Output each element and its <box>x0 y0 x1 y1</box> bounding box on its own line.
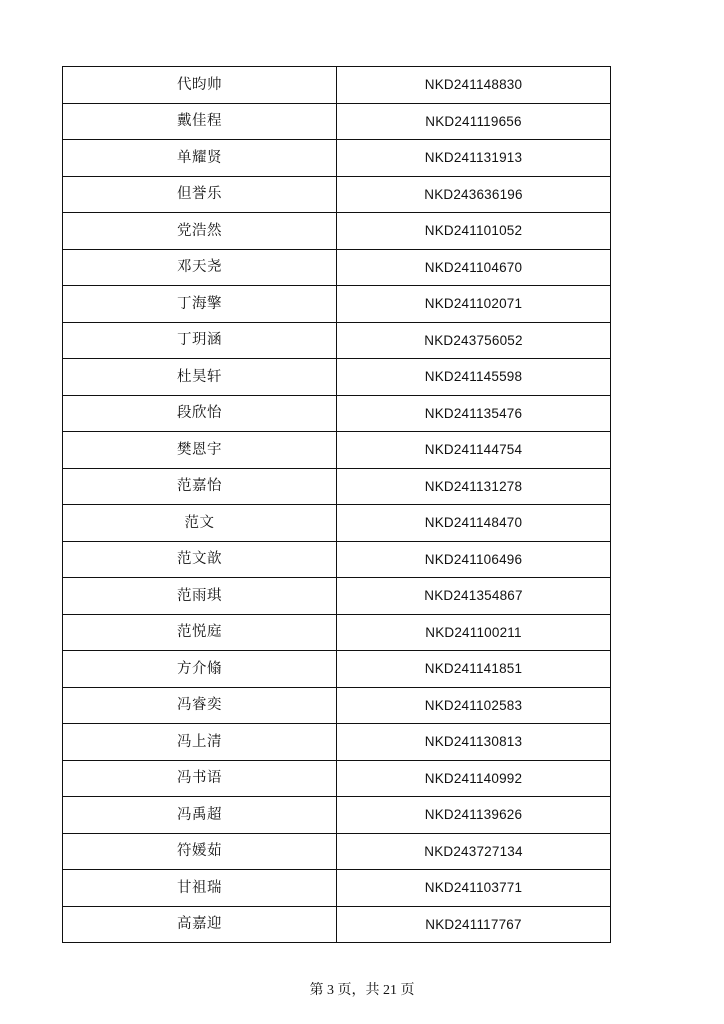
table-row <box>63 906 611 943</box>
name-cell: 甘祖瑞 <box>63 870 337 907</box>
code-cell: NKD241119656 <box>337 103 611 140</box>
code-cell: NKD243727134 <box>337 833 611 870</box>
code-cell: NKD241104670 <box>337 249 611 286</box>
name-cell: 冯禹超 <box>63 797 337 834</box>
table-row <box>63 432 611 469</box>
name-cell: 冯书语 <box>63 760 337 797</box>
table-row <box>63 176 611 213</box>
name-cell: 杜昊轩 <box>63 359 337 396</box>
table-row <box>63 249 611 286</box>
code-cell: NKD241130813 <box>337 724 611 761</box>
name-cell: 单耀贤 <box>63 140 337 177</box>
page-footer: 第 3 页，共 21 页 <box>309 983 415 998</box>
table-row <box>63 833 611 870</box>
code-cell: NKD241101052 <box>337 213 611 250</box>
table-row <box>63 468 611 505</box>
table-row <box>63 687 611 724</box>
name-cell: 范雨琪 <box>63 578 337 615</box>
name-cell: 丁海擎 <box>63 286 337 323</box>
table-row <box>63 724 611 761</box>
code-cell: NKD243636196 <box>337 176 611 213</box>
table-row <box>63 541 611 578</box>
name-cell: 范悦庭 <box>63 614 337 651</box>
code-cell: NKD241145598 <box>337 359 611 396</box>
roster-table-body <box>63 67 611 943</box>
code-cell: NKD241139626 <box>337 797 611 834</box>
code-cell: NKD241106496 <box>337 541 611 578</box>
code-cell: NKD241131278 <box>337 468 611 505</box>
table-row <box>63 870 611 907</box>
code-cell: NKD241102071 <box>337 286 611 323</box>
table-row <box>63 359 611 396</box>
name-cell: 冯上清 <box>63 724 337 761</box>
name-cell: 段欣怡 <box>63 395 337 432</box>
table-row <box>63 286 611 323</box>
code-cell: NKD241100211 <box>337 614 611 651</box>
table-row <box>63 322 611 359</box>
table-row <box>63 614 611 651</box>
name-cell: 但誉乐 <box>63 176 337 213</box>
code-cell: NKD241135476 <box>337 395 611 432</box>
table-row <box>63 140 611 177</box>
name-cell: 冯睿奕 <box>63 687 337 724</box>
name-cell: 党浩然 <box>63 213 337 250</box>
code-cell: NKD241102583 <box>337 687 611 724</box>
code-cell: NKD241140992 <box>337 760 611 797</box>
name-cell: 樊恩宇 <box>63 432 337 469</box>
code-cell: NKD241103771 <box>337 870 611 907</box>
code-cell: NKD241354867 <box>337 578 611 615</box>
code-cell: NKD243756052 <box>337 322 611 359</box>
name-cell: 方介翛 <box>63 651 337 688</box>
code-cell: NKD241117767 <box>337 906 611 943</box>
table-row <box>63 67 611 104</box>
code-cell: NKD241148830 <box>337 67 611 104</box>
code-cell: NKD241131913 <box>337 140 611 177</box>
name-cell: 符媛茹 <box>63 833 337 870</box>
name-cell: 高嘉迎 <box>63 906 337 943</box>
table-row <box>63 760 611 797</box>
table-row <box>63 578 611 615</box>
code-cell: NKD241141851 <box>337 651 611 688</box>
table-row <box>63 797 611 834</box>
name-cell: 邓天尧 <box>63 249 337 286</box>
name-cell: 丁玥涵 <box>63 322 337 359</box>
name-cell: 戴佳程 <box>63 103 337 140</box>
table-row <box>63 395 611 432</box>
code-cell: NKD241144754 <box>337 432 611 469</box>
name-cell: 范文歆 <box>63 541 337 578</box>
roster-table <box>62 66 611 943</box>
code-cell: NKD241148470 <box>337 505 611 542</box>
name-cell: 范嘉怡 <box>63 468 337 505</box>
name-cell: 范文 <box>63 505 337 542</box>
name-cell: 代昀帅 <box>63 67 337 104</box>
table-row <box>63 651 611 688</box>
table-row <box>63 213 611 250</box>
table-row <box>63 505 611 542</box>
table-row <box>63 103 611 140</box>
